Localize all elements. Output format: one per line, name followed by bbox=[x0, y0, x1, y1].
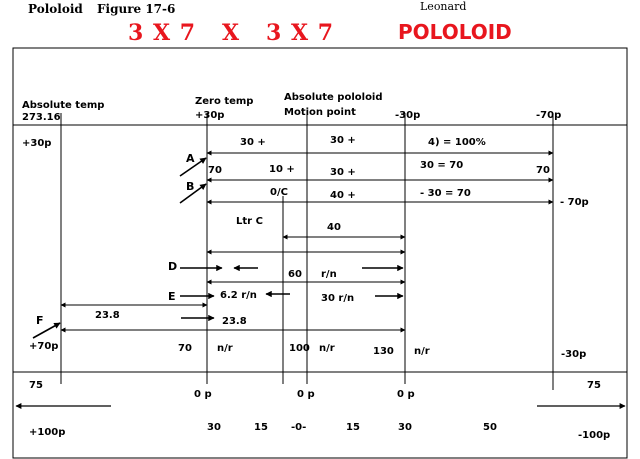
d-label-60: 60 bbox=[288, 269, 302, 280]
absolute-temp-value: 273.16 bbox=[22, 112, 61, 123]
scale-15-right: 15 bbox=[346, 422, 360, 433]
footer-zero-3: 0 p bbox=[397, 389, 415, 400]
letter-e: E bbox=[168, 290, 176, 303]
bottom-nr-1: n/r bbox=[217, 343, 233, 354]
motion-point-label-2: Motion point bbox=[284, 107, 356, 118]
row2-label-30: 30 + bbox=[330, 167, 356, 178]
footer-right-75: 75 bbox=[587, 380, 601, 391]
row3-label-0c: 0/C bbox=[270, 187, 288, 198]
scale-30-right: 30 bbox=[398, 422, 412, 433]
bottom-70: 70 bbox=[178, 343, 192, 354]
row2-label-10: 10 + bbox=[269, 164, 295, 175]
ltr-c-label: Ltr C bbox=[236, 216, 263, 227]
bottom-nr-3: n/r bbox=[414, 346, 430, 357]
letter-f: F bbox=[36, 314, 44, 327]
e-label-62: 6.2 r/n bbox=[220, 290, 257, 301]
motion-point-label-1: Absolute pololoid bbox=[284, 92, 383, 103]
scale-zero: -0- bbox=[291, 422, 307, 433]
bottom-nr-2: n/r bbox=[319, 343, 335, 354]
row2-label-70-left: 70 bbox=[208, 165, 222, 176]
e-label-30: 30 r/n bbox=[321, 293, 355, 304]
absolute-temp-label: Absolute temp bbox=[22, 100, 105, 111]
scale-15-left: 15 bbox=[254, 422, 268, 433]
zero-temp-label: Zero temp bbox=[195, 96, 254, 107]
footer-zero-2: 0 p bbox=[297, 389, 315, 400]
header-figure: Figure 17-6 bbox=[97, 2, 176, 16]
zero-temp-value: +30p bbox=[195, 110, 225, 121]
scale-30-left: 30 bbox=[207, 422, 221, 433]
f-label-238-left: 23.8 bbox=[95, 310, 120, 321]
row1-label-c: 4) = 100% bbox=[428, 137, 486, 148]
row2-label-70-right: 70 bbox=[536, 165, 550, 176]
left-plus30p: +30p bbox=[22, 138, 52, 149]
header-formula: 3 X 7 X 3 X 7 bbox=[128, 20, 335, 46]
right-minus30p: -30p bbox=[561, 349, 587, 360]
bottom-130: 130 bbox=[373, 346, 394, 357]
bottom-100: 100 bbox=[289, 343, 310, 354]
row3-label-minus30: - 30 = 70 bbox=[420, 188, 471, 199]
footer-zero-1: 0 p bbox=[194, 389, 212, 400]
header-title: Pololoid bbox=[28, 2, 83, 16]
letter-d: D bbox=[168, 260, 178, 273]
letter-b: B bbox=[186, 180, 195, 193]
scale-50: 50 bbox=[483, 422, 497, 433]
footer-plus100p: +100p bbox=[29, 427, 66, 438]
row1-label-b: 30 + bbox=[330, 135, 356, 146]
header-brand: POLOLOID bbox=[398, 20, 512, 44]
minus30-label: -30p bbox=[395, 110, 421, 121]
right-minus70p: - 70p bbox=[560, 197, 589, 208]
left-plus70p: +70p bbox=[29, 341, 59, 352]
minus70-label: -70p bbox=[536, 110, 562, 121]
forty-label: 40 bbox=[327, 222, 341, 233]
row3-label-40: 40 + bbox=[330, 190, 356, 201]
row2-label-30eq70: 30 = 70 bbox=[420, 160, 464, 171]
letter-a: A bbox=[186, 152, 195, 165]
header-author: Leonard bbox=[420, 0, 467, 13]
d-label-rn: r/n bbox=[321, 269, 337, 280]
footer-left-75: 75 bbox=[29, 380, 43, 391]
f-label-238-right: 23.8 bbox=[222, 316, 247, 327]
row1-label-a: 30 + bbox=[240, 137, 266, 148]
footer-minus100p: -100p bbox=[578, 430, 611, 441]
